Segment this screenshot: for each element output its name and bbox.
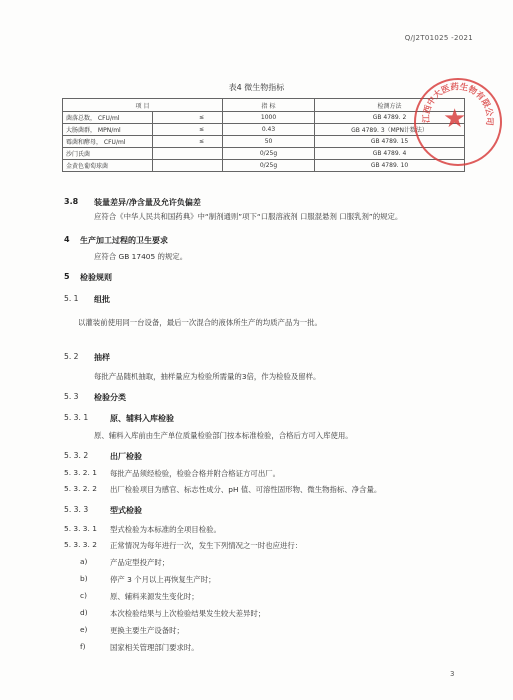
list-item: 更换主要生产设备时； <box>110 626 184 635</box>
table-title: 表4 微生物指标 <box>228 83 285 92</box>
list-item: 原、辅料来源发生变化时； <box>110 592 199 601</box>
method-cell: GB 4789. 2 <box>315 112 465 124</box>
condition-cell <box>153 148 223 160</box>
red-star-icon: ★ <box>443 104 467 134</box>
paragraph: 应符合《中华人民共和国药典》中“制剂通则”项下“口服溶液剂 口服混悬剂 口服乳剂”的规定。 <box>94 212 403 221</box>
paragraph: 型式检验为本标准的全项目检验。 <box>110 525 221 534</box>
method-cell: GB 4789. 15 <box>315 136 465 148</box>
condition-cell: ≤ <box>153 112 223 124</box>
section-number: 5 <box>64 272 70 281</box>
item-cell: 菌落总数， CFU/ml <box>63 112 153 124</box>
item-cell: 金黄色葡萄球菌 <box>63 160 153 172</box>
list-item: 本次检验结果与上次检验结果发生较大差异时； <box>110 609 266 618</box>
section-number: 5. 3. 3 <box>64 505 89 514</box>
paragraph: 应符合 GB 17405 的规定。 <box>94 252 188 261</box>
company-seal <box>414 78 502 166</box>
table-header-row <box>63 99 465 112</box>
svg-text:江西中大医药生物有限公司: 江西中大医药生物有限公司 <box>421 82 495 126</box>
section-title: 型式检验 <box>110 506 142 515</box>
limit-cell: 0/25g <box>223 160 315 172</box>
column-header-method: 检测方法 <box>315 99 465 112</box>
list-label: b) <box>80 574 88 583</box>
list-label: a) <box>80 557 88 566</box>
list-label: c) <box>80 591 87 600</box>
limit-cell: 0.43 <box>223 124 315 136</box>
item-cell: 霉菌和酵母， CFU/ml <box>63 136 153 148</box>
paragraph: 原、辅料入库前由生产单位质量检验部门按本标准检验，合格后方可入库使用。 <box>94 431 353 440</box>
section-title: 装量差异/净含量及允许负偏差 <box>94 198 201 207</box>
list-item: 产品定型投产时； <box>110 558 170 567</box>
section-title: 出厂检验 <box>110 452 142 461</box>
page-number: 3 <box>450 670 455 678</box>
section-number: 5. 3 <box>64 392 79 401</box>
paragraph: 以灌装前使用同一台设备，最后一次混合的液体所生产的均质产品为一批。 <box>78 318 322 327</box>
list-item: 国家相关管理部门要求时。 <box>110 643 199 652</box>
list-label: e) <box>80 625 88 634</box>
condition-cell: ≤ <box>153 136 223 148</box>
paragraph: 每批产品须经检验，检验合格并附合格证方可出厂。 <box>110 469 280 478</box>
section-title: 组批 <box>94 295 110 304</box>
section-number: 5. 3. 3. 1 <box>64 524 97 533</box>
section-number: 3.8 <box>64 197 79 206</box>
section-title: 生产加工过程的卫生要求 <box>80 236 168 245</box>
section-number: 5. 1 <box>64 294 79 303</box>
table-row <box>63 112 465 124</box>
column-header-limit: 指 标 <box>223 99 315 112</box>
section-number: 5. 3. 1 <box>64 413 89 422</box>
paragraph: 出厂检验项目为感官、标志性成分、pH 值、可溶性固形物、微生物指标、净含量。 <box>110 485 382 494</box>
condition-cell <box>153 160 223 172</box>
method-cell: GB 4789. 10 <box>315 160 465 172</box>
paragraph: 正常情况为每年进行一次，发生下列情况之一时也应进行： <box>110 541 303 550</box>
item-cell: 大肠菌群， MPN/ml <box>63 124 153 136</box>
condition-cell: ≤ <box>153 124 223 136</box>
limit-cell: 1000 <box>223 112 315 124</box>
list-label: d) <box>80 608 88 617</box>
section-number: 5. 3. 2 <box>64 451 89 460</box>
section-number: 5. 3. 2. 1 <box>64 468 97 477</box>
column-header-item: 项 目 <box>63 99 223 112</box>
paragraph: 每批产品随机抽取，抽样量应为检验所需量的3倍，作为检验及留样。 <box>94 372 321 381</box>
method-cell: GB 4789. 4 <box>315 148 465 160</box>
list-item: 停产 3 个月以上再恢复生产时； <box>110 575 216 584</box>
item-cell: 沙门氏菌 <box>63 148 153 160</box>
table-row <box>63 124 465 136</box>
limit-cell: 50 <box>223 136 315 148</box>
limit-cell: 0/25g <box>223 148 315 160</box>
section-number: 5. 3. 2. 2 <box>64 484 97 493</box>
section-title: 检验规则 <box>80 273 112 282</box>
list-label: f) <box>80 642 86 651</box>
section-number: 5. 3. 3. 2 <box>64 540 97 549</box>
standard-code: Q/J2T01025 -2021 <box>404 34 473 42</box>
table-row <box>63 160 465 172</box>
section-title: 检验分类 <box>94 393 126 402</box>
section-number: 5. 2 <box>64 352 79 361</box>
section-title: 抽样 <box>94 353 110 362</box>
microbial-indicators-table <box>62 98 465 172</box>
method-cell: GB 4789. 3（MPN计数法） <box>315 124 465 136</box>
table-row <box>63 136 465 148</box>
section-title: 原、辅料入库检验 <box>110 414 174 423</box>
section-number: 4 <box>64 235 70 244</box>
table-row <box>63 148 465 160</box>
